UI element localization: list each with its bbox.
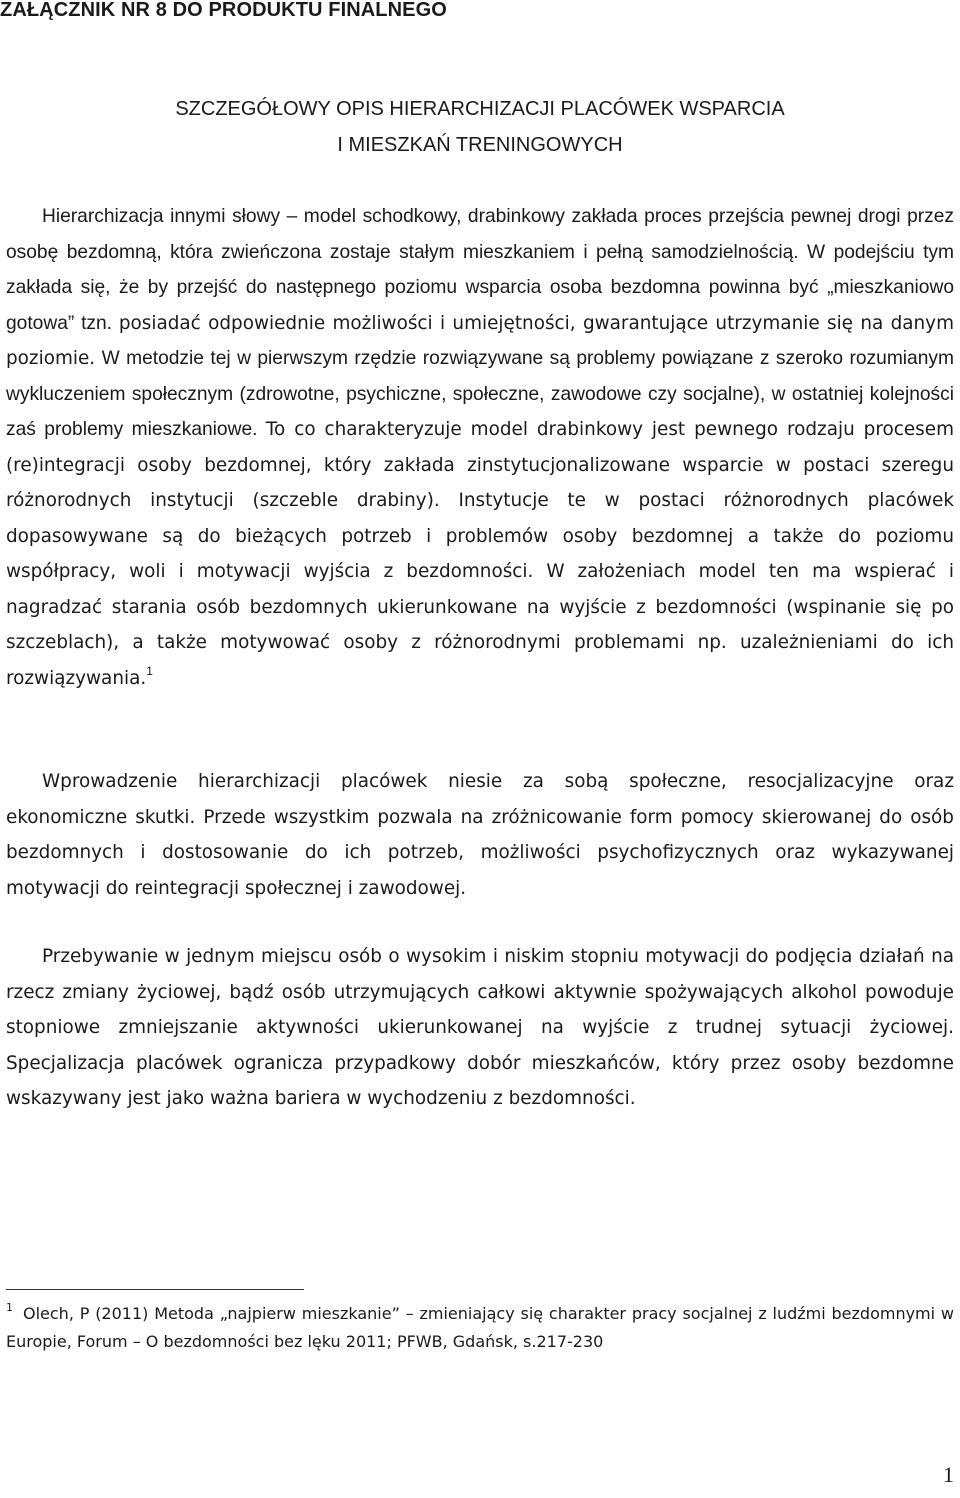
page-number: 1	[943, 1462, 954, 1487]
paragraph-motivation: Przebywanie w jednym miejscu osób o wysokim i niskim stopniu motywacji do podjęcia działań na rzecz zmiany życiowej, bądź osób utrzymujących całkowi aktywnie spożywających alkohol powoduje stopniowe zmniejszanie aktywności ukierunkowanej na wyjście z trudnej sytuacji życiowej. Specjalizacja placówek ogranicza przypadkowy dobór mieszkańców, który przez osoby bezdomne wskazywany jest jako ważna bariera w wychodzeniu z bezdomności.	[6, 946, 954, 1109]
footnote-mark: 1	[6, 1301, 13, 1314]
paragraph-1-part-2: posiadać odpowiednie możliwości i umiejętności, gwarantujące utrzymanie się na danym poziomie.	[6, 312, 954, 369]
document-title-line-1: SZCZEGÓŁOWY OPIS HIERARCHIZACJI PLACÓWEK WSPARCIA	[175, 98, 785, 120]
footnote-separator	[6, 1289, 304, 1290]
footnote-text: Olech, P (2011) Metoda „najpierw mieszkanie” – zmieniający się charakter pracy socjalnej z ludźmi bezdomnymi w Europie, Forum – O bezdomności bez lęku 2011; PFWB, Gdańsk, s.217-230	[6, 1304, 954, 1351]
footnote-reference: 1	[146, 663, 153, 678]
paragraph-1-part-3: W metodzie tej w pierwszym rzędzie rozwiązywane są problemy powiązane z szeroko rozumianym wykluczeniem społecznym (zdrowotne, psychiczne, społeczne, zawodowe czy socjalne), w ostatniej kolejności zaś problemy mieszkaniowe.	[6, 348, 954, 440]
document-title-line-2: I MIESZKAŃ TRENINGOWYCH	[337, 134, 623, 156]
paragraph-introduction-effects: Wprowadzenie hierarchizacji placówek niesie za sobą społeczne, resocjalizacyjne oraz ekonomiczne skutki. Przede wszystkim pozwala na zróżnicowanie form pomocy skierowanej do osób bezdomnych i dostosowanie do ich potrzeb, możliwości psychofizycznych oraz wykazywanej motywacji do reintegracji społecznej i zawodowej.	[6, 771, 954, 899]
document-header: ZAŁĄCZNIK NR 8 DO PRODUKTU FINALNEGO	[0, 0, 447, 21]
footnote	[6, 1300, 954, 1356]
paragraph-hierarchization	[6, 199, 954, 696]
paragraph-1-part-4: To co charakteryzuje model drabinkowy jest pewnego rodzaju procesem (re)integracji osoby bezdomnej, który zakłada zinstytucjonalizowane wsparcie w postaci szeregu różnorodnych instytucji (szczeble drabiny). Instytucje te w postaci różnorodnych placówek dopasowywane są do bieżących potrzeb i problemów osoby bezdomnej a także do poziomu współpracy, woli i motywacji wyjścia z bezdomności. W założeniach model ten ma wspierać i nagradzać starania osób bezdomnych ukierunkowane na wyjście z bezdomności (wspinanie się po szczeblach), a także motywować osoby z różnorodnymi problemami np. uzależnieniami do ich rozwiązywania.	[6, 419, 954, 689]
paragraph-1-part-1: Hierarchizacja innymi słowy – model schodkowy, drabinkowy zakłada proces przejścia pewnej drogi przez osobę bezdomną, która zwieńczona zostaje stałym mieszkaniem i pełną samodzielnością. W podejściu tym zakłada się, że by przejść do następnego poziomu wsparcia osoba bezdomna powinna być „mieszkaniowo gotowa” tzn.	[6, 206, 954, 334]
